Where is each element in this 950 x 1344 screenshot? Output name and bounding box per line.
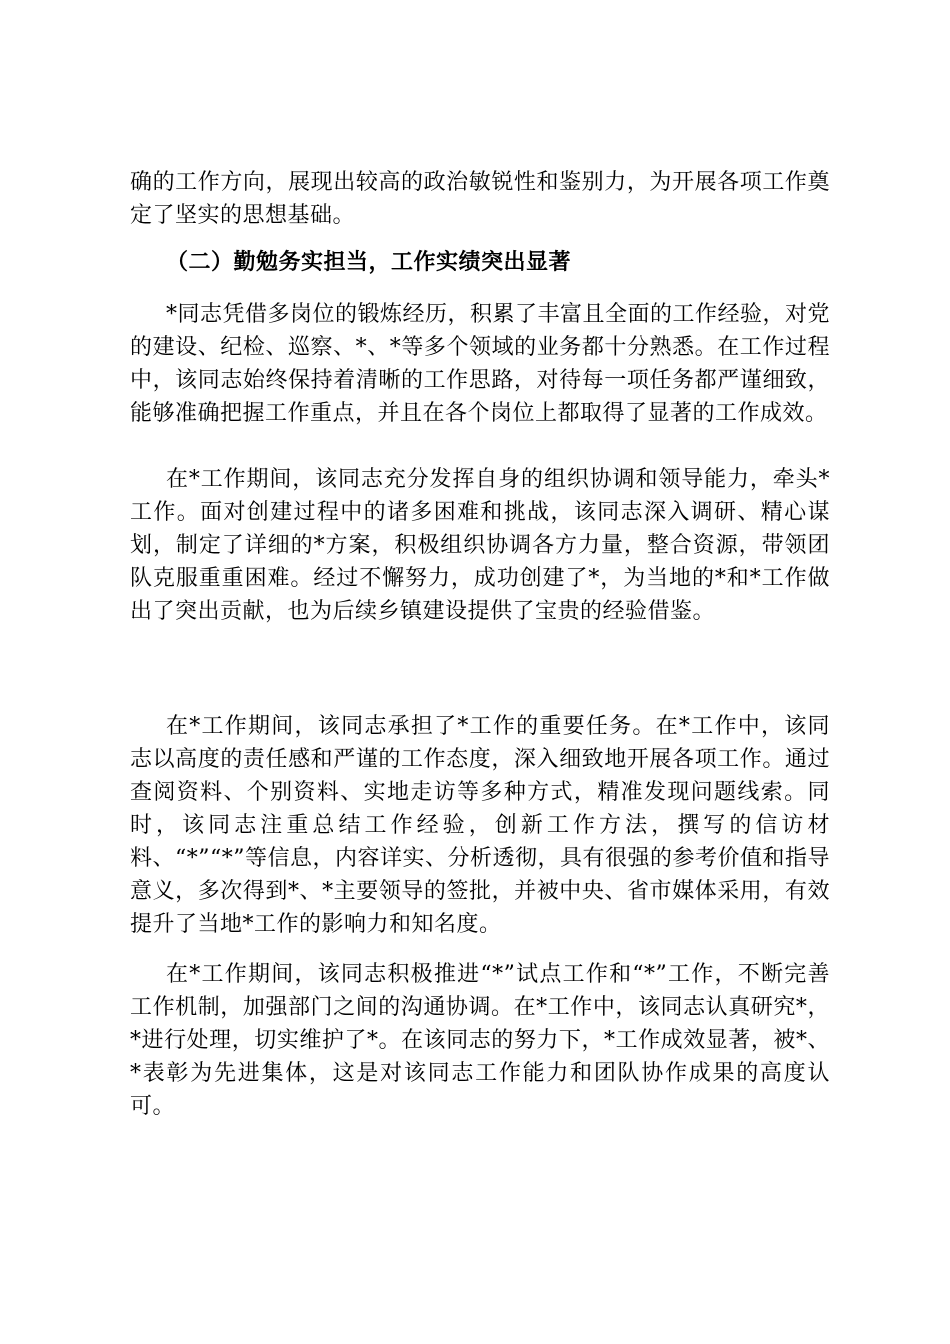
paragraph-experience: *同志凭借多岗位的锻炼经历，积累了丰富且全面的工作经验，对党的建设、纪检、巡察、*、*等多个领域的业务都十分熟悉。在工作过程中，该同志始终保持着清晰的工作思路，对待每一项任务都严谨细致，能够准确把握工作重点，并且在各个岗位上都取得了显著的工作成效。 (130, 302, 831, 426)
paragraph-pilot-work: 在*工作期间，该同志积极推进“*”试点工作和“*”工作，不断完善工作机制，加强部门之间的沟通协调。在*工作中，该同志认真研究*，*进行处理，切实维护了*。在该同志的努力下，*工作成效显著，被*、*表彰为先进集体，这是对该同志工作能力和团队协作成果的高度认可。 (130, 962, 830, 1119)
section-heading: （二）勤勉务实担当，工作实绩突出显著 (166, 250, 572, 275)
paragraph-inspection-work: 在*工作期间，该同志承担了*工作的重要任务。在*工作中，该同志以高度的责任感和严谨的工作态度，深入细致地开展各项工作。通过查阅资料、个别资料、实地走访等多种方式，精准发现问题线索。同时，该同志注重总结工作经验，创新工作方法，撰写的信访材料、“*”“*”等信息，内容详实、分析透彻，具有很强的参考价值和指导意义，多次得到*、*主要领导的签批，并被中央、省市媒体采用，有效提升了当地*工作的影响力和知名度。 (130, 714, 830, 937)
paragraph-continuation: 确的工作方向，展现出较高的政治敏锐性和鉴别力，为开展各项工作奠定了坚实的思想基础。 (130, 170, 830, 228)
paragraph-creation-work: 在*工作期间，该同志充分发挥自身的组织协调和领导能力，牵头*工作。面对创建过程中的诸多困难和挑战，该同志深入调研、精心谋划，制定了详细的*方案，积极组织协调各方力量，整合资源，带领团队克服重重困难。经过不懈努力，成功创建了*，为当地的*和*工作做出了突出贡献，也为后续乡镇建设提供了宝贵的经验借鉴。 (130, 467, 830, 624)
